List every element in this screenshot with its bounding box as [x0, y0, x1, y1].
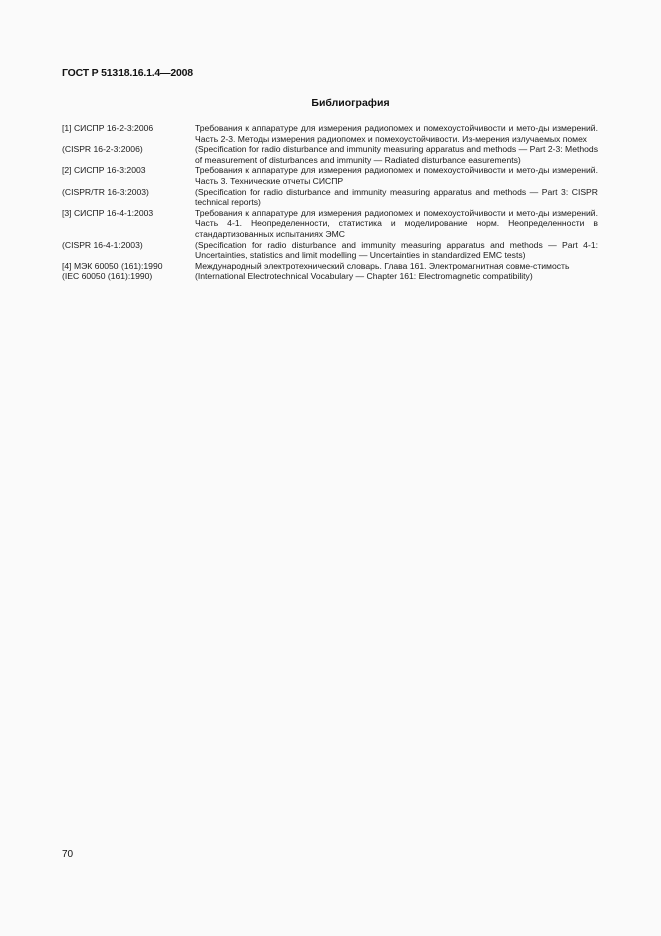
bibliography-text: Требования к аппаратуре для измерения радиопомех и помехоустойчивости и мето-ды измерений. Часть 4-1. Неопределенности, статистика и моделирование норм. Неопределенности в стандартизованных испытаниях ЭМС [195, 207, 598, 239]
bibliography-ref: [2] СИСПР 16-3:2003 [62, 165, 146, 176]
bibliography-entry [62, 123, 598, 144]
bibliography-entry [62, 240, 598, 261]
bibliography-ref: [4] МЭК 60050 (161):1990 [62, 260, 163, 271]
bibliography-list [62, 123, 598, 282]
bibliography-entry [62, 261, 598, 272]
section-title: Библиография [311, 97, 390, 109]
bibliography-text: Требования к аппаратуре для измерения радиопомех и помехоустойчивости и мето-ды измерений. Часть 2-3. Методы измерения радиопомех и помехоустойчивости. Из-мерения излучаемых помех [195, 123, 598, 144]
bibliography-entry [62, 144, 598, 165]
bibliography-entry [62, 187, 598, 208]
bibliography-entry [62, 271, 598, 282]
document-standard-id: ГОСТ Р 51318.16.1.4—2008 [62, 67, 193, 79]
bibliography-text: (International Electrotechnical Vocabulary — Chapter 161: Electromagnetic compatibility) [195, 271, 533, 282]
bibliography-entry [62, 208, 598, 240]
page-number: 70 [62, 849, 74, 860]
bibliography-text: Международный электротехнический словарь. Глава 161. Электромагнитная совме-стимость [195, 260, 570, 271]
bibliography-text: (Specification for radio disturbance and immunity measuring apparatus and methods — Part 2-3: Methods of measurement of disturbances and immunity — Radiated disturbance easurements) [195, 144, 598, 165]
bibliography-ref: [1] СИСПР 16-2-3:2006 [62, 123, 154, 133]
bibliography-ref: (CISPR 16-4-1:2003) [62, 239, 143, 250]
bibliography-entry [62, 165, 598, 186]
bibliography-ref: (CISPR/TR 16-3:2003) [62, 186, 149, 197]
bibliography-text: (Specification for radio disturbance and immunity measuring apparatus and methods — Part 3: CISPR technical reports) [195, 186, 598, 208]
bibliography-ref: [3] СИСПР 16-4-1:2003 [62, 207, 154, 218]
bibliography-ref: (IEC 60050 (161):1990) [62, 271, 153, 282]
bibliography-text: Требования к аппаратуре для измерения радиопомех и помехоустойчивости и мето-ды измерений. Часть 3. Технические отчеты СИСПР [195, 165, 598, 186]
bibliography-ref: (CISPR 16-2-3:2006) [62, 144, 143, 155]
bibliography-text: (Specification for radio disturbance and immunity measuring apparatus and methods — Part 4-1: Uncertainties, statistics and limit modelling — Uncertainties in standardized EMC tests) [195, 239, 598, 261]
